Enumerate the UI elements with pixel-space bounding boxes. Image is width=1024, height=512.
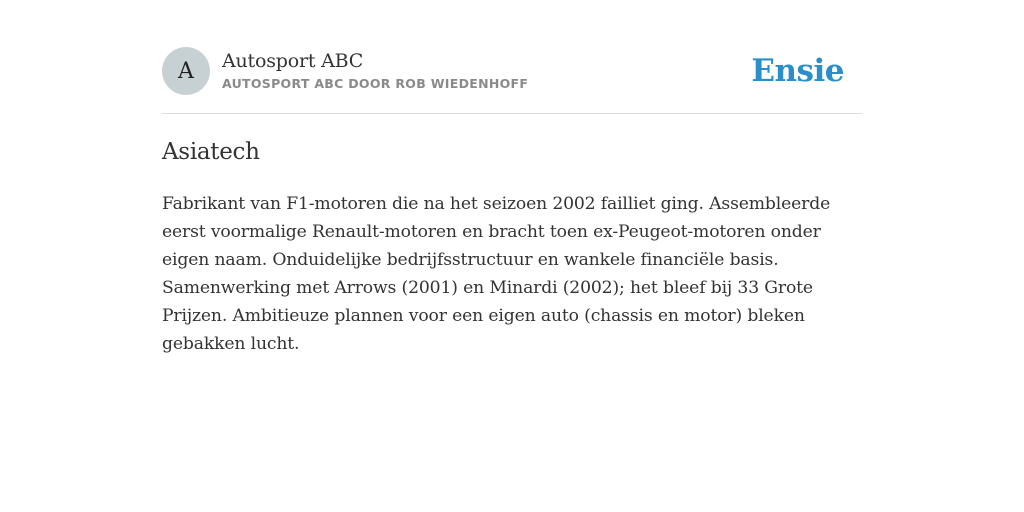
entry-body: Fabrikant van F1-motoren die na het seizoen 2002 failliet ging. Assembleerde eerst voormalige Renault-motoren en bracht toen ex-Peugeot-motoren onder eigen naam. Onduidelijke bedrijfsstructuur en wankele financiële basis. Samenwerking met Arrows (2001) en Minardi (2002); het bleef bij 33 Grote Prijzen. Ambitieuze plannen voor een eigen auto (chassis en motor) bleken gebakken lucht. bbox=[162, 194, 831, 354]
entry-title: Asiatech bbox=[162, 139, 260, 165]
source-name[interactable]: Autosport ABC bbox=[222, 50, 364, 72]
entry-card bbox=[162, 47, 862, 354]
brand-logo[interactable]: Ensie bbox=[751, 53, 844, 89]
source-info bbox=[222, 49, 528, 93]
source-subtitle: AUTOSPORT ABC DOOR ROB WIEDENHOFF bbox=[222, 76, 529, 91]
divider bbox=[162, 113, 862, 114]
entry-header bbox=[162, 47, 862, 95]
avatar[interactable]: A bbox=[162, 47, 210, 95]
